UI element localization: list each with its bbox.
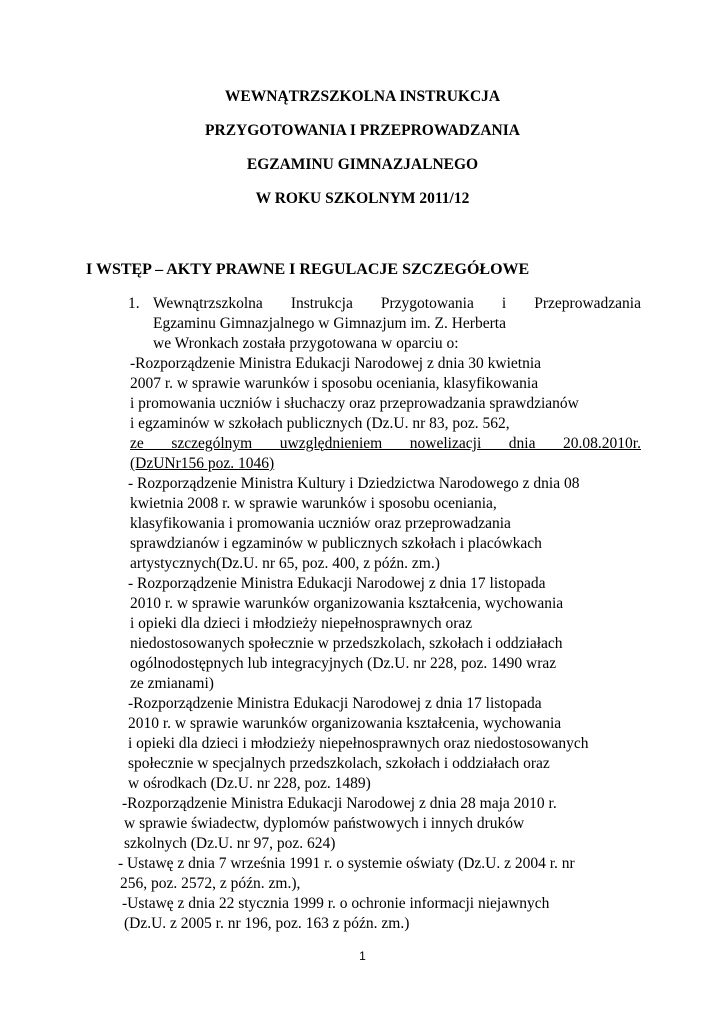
body-line: i egzaminów w szkołach publicznych (Dz.U. nr 83, poz. 562, — [130, 415, 510, 432]
body-line: i promowania uczniów i słuchaczy oraz przeprowadzania sprawdzianów — [130, 395, 579, 412]
body-line: - Rozporządzenie Ministra Edukacji Narodowej z dnia 17 listopada — [128, 575, 546, 592]
page-number: 1 — [359, 949, 366, 963]
item-line-3: we Wronkach została przygotowana w oparciu o: — [153, 335, 459, 352]
body-line: sprawdzianów i egzaminów w publicznych szkołach i placówkach — [130, 535, 542, 552]
body-line: ogólnodostępnych lub integracyjnych (Dz.U. nr 228, poz. 1490 wraz — [130, 655, 557, 672]
body-line: klasyfikowania i promowania uczniów oraz przeprowadzania — [130, 515, 511, 532]
section-heading: I WSTĘP – AKTY PRAWNE I REGULACJE SZCZEGÓŁOWE — [86, 261, 530, 278]
body-line: 2010 r. w sprawie warunków organizowania kształcenia, wychowania — [130, 595, 564, 612]
body-line: - Ustawę z dnia 7 września 1991 r. o systemie oświaty (Dz.U. z 2004 r. nr — [118, 855, 575, 872]
title-line-3: EGZAMINU GIMNAZJALNEGO — [246, 156, 479, 173]
body-line: szkolnych (Dz.U. nr 97, poz. 624) — [124, 835, 336, 852]
body-line: 256, poz. 2572, z późn. zm.), — [120, 875, 301, 892]
body-line: artystycznych(Dz.U. nr 65, poz. 400, z późn. zm.) — [130, 555, 440, 572]
body-line: i opieki dla dzieci i młodzieży niepełnosprawnych oraz — [130, 615, 473, 632]
body-line: 2007 r. w sprawie warunków i sposobu oceniania, klasyfikowania — [130, 375, 539, 392]
item-line-2: Egzaminu Gimnazjalnego w Gimnazjum im. Z. Herberta — [153, 315, 506, 332]
body-line: (Dz.U. z 2005 r. nr 196, poz. 163 z późn. zm.) — [124, 915, 410, 932]
body-line: 2010 r. w sprawie warunków organizowania kształcenia, wychowania — [128, 715, 562, 732]
body-line: i opieki dla dzieci i młodzieży niepełnosprawnych oraz niedostosowanych — [128, 735, 589, 752]
body-line-underlined: (DzUNr156 poz. 1046) — [130, 455, 275, 472]
body-line-underlined: ze szczególnym uwzględnieniem nowelizacji dnia 20.08.2010r. — [130, 435, 641, 452]
item-number: 1. — [128, 295, 140, 312]
body-line: niedostosowanych społecznie w przedszkolach, szkołach i oddziałach — [130, 635, 563, 652]
body-line: -Ustawę z dnia 22 stycznia 1999 r. o ochronie informacji niejawnych — [122, 895, 550, 912]
body-line: - Rozporządzenie Ministra Kultury i Dziedzictwa Narodowego z dnia 08 — [128, 475, 580, 492]
body-line: -Rozporządzenie Ministra Edukacji Narodowej z dnia 28 maja 2010 r. — [122, 795, 557, 812]
body-line: w sprawie świadectw, dyplomów państwowych i innych druków — [124, 815, 525, 832]
body-line: w ośrodkach (Dz.U. nr 228, poz. 1489) — [128, 775, 371, 792]
title-line-2: PRZYGOTOWANIA I PRZEPROWADZANIA — [205, 122, 520, 139]
title-line-1: WEWNĄTRZSZKOLNA INSTRUKCJA — [224, 88, 501, 105]
body-line: -Rozporządzenie Ministra Edukacji Narodowej z dnia 30 kwietnia — [130, 355, 542, 372]
body-line: społecznie w specjalnych przedszkolach, szkołach i oddziałach oraz — [128, 755, 550, 772]
title-line-4: W ROKU SZKOLNYM 2011/12 — [255, 190, 470, 207]
body-line: ze zmianami) — [130, 675, 214, 692]
item-line-1: Wewnątrzszkolna Instrukcja Przygotowania i Przeprowadzania — [153, 295, 641, 312]
body-line: -Rozporządzenie Ministra Edukacji Narodowej z dnia 17 listopada — [128, 695, 542, 712]
body-line: kwietnia 2008 r. w sprawie warunków i sposobu oceniania, — [130, 495, 497, 512]
